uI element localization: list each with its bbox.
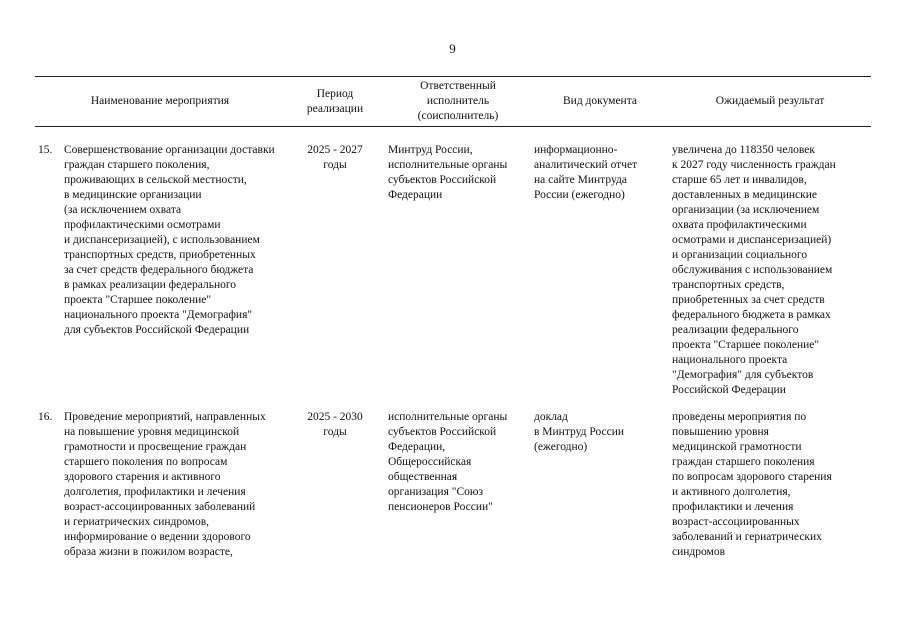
- row-responsible: Минтруд России, исполнительные органы субъектов Российской Федерации: [388, 144, 508, 201]
- page-number: 9: [449, 41, 456, 56]
- row-document: информационно- аналитический отчет на сайте Минтруда России (ежегодно): [534, 144, 638, 201]
- header-name: Наименование мероприятия: [35, 77, 285, 127]
- events-table: [35, 76, 871, 560]
- header-period: Период реализации: [285, 77, 385, 127]
- header-responsible: Ответственный исполнитель (соисполнитель): [385, 77, 531, 127]
- header-document: Вид документа: [531, 77, 669, 127]
- row-responsible: исполнительные органы субъектов Российской Федерации, Общероссийская общественная организация "Союз пенсионеров России": [388, 411, 508, 513]
- table-row: [35, 398, 871, 560]
- table-header-row: [35, 77, 871, 127]
- table-row: [35, 127, 871, 399]
- row-number: 15.: [38, 144, 53, 156]
- row-name: Совершенствование организации доставки граждан старшего поколения, проживающих в сельской местности, в медицинские организации (за исключением охвата профилактическими осмотрами и диспансеризацией), с использованием транспортных средств, приобретенных за счет средств федерального бюджета в рамках реализации федерального проекта "Старшее поколение" национального проекта "Демография" для субъектов Российской Федерации: [64, 144, 275, 336]
- row-name-cell: [35, 398, 285, 560]
- row-name: Проведение мероприятий, направленных на повышение уровня медицинской грамотности и просвещение граждан старшего поколения по вопросам здорового старения и активного долголетия, профилактики и лечения возраст-ассоциированных заболеваний и гериатрических синдромов, информирование о ведении здорового образа жизни в пожилом возрасте,: [64, 411, 266, 558]
- header-result: Ожидаемый результат: [669, 77, 871, 127]
- row-result: проведены мероприятия по повышению уровня медицинской грамотности граждан старшего поколения по вопросам здорового старения и активного долголетия, профилактики и лечения возраст-ассоциированных заболеваний и гериатрических синдромов: [672, 411, 832, 558]
- row-document: доклад в Минтруд России (ежегодно): [534, 411, 625, 453]
- row-result: увеличена до 118350 человек к 2027 году численность граждан старше 65 лет и инвалидов, доставленных в медицинские организации (за исключением охвата профилактическими осмотрами и диспансеризацией) и организации социального обслуживания с использованием транспортных средств, приобретенных за счет средств федерального бюджета в рамках реализации федерального проекта "Старшее поколение" национального проекта "Демография" для субъектов Российской Федерации: [672, 144, 836, 396]
- row-number: 16.: [38, 411, 53, 423]
- events-table-container: [35, 76, 871, 560]
- row-name-cell: [35, 127, 285, 399]
- row-period: 2025 - 2027 годы: [307, 144, 363, 171]
- row-period: 2025 - 2030 годы: [307, 411, 363, 438]
